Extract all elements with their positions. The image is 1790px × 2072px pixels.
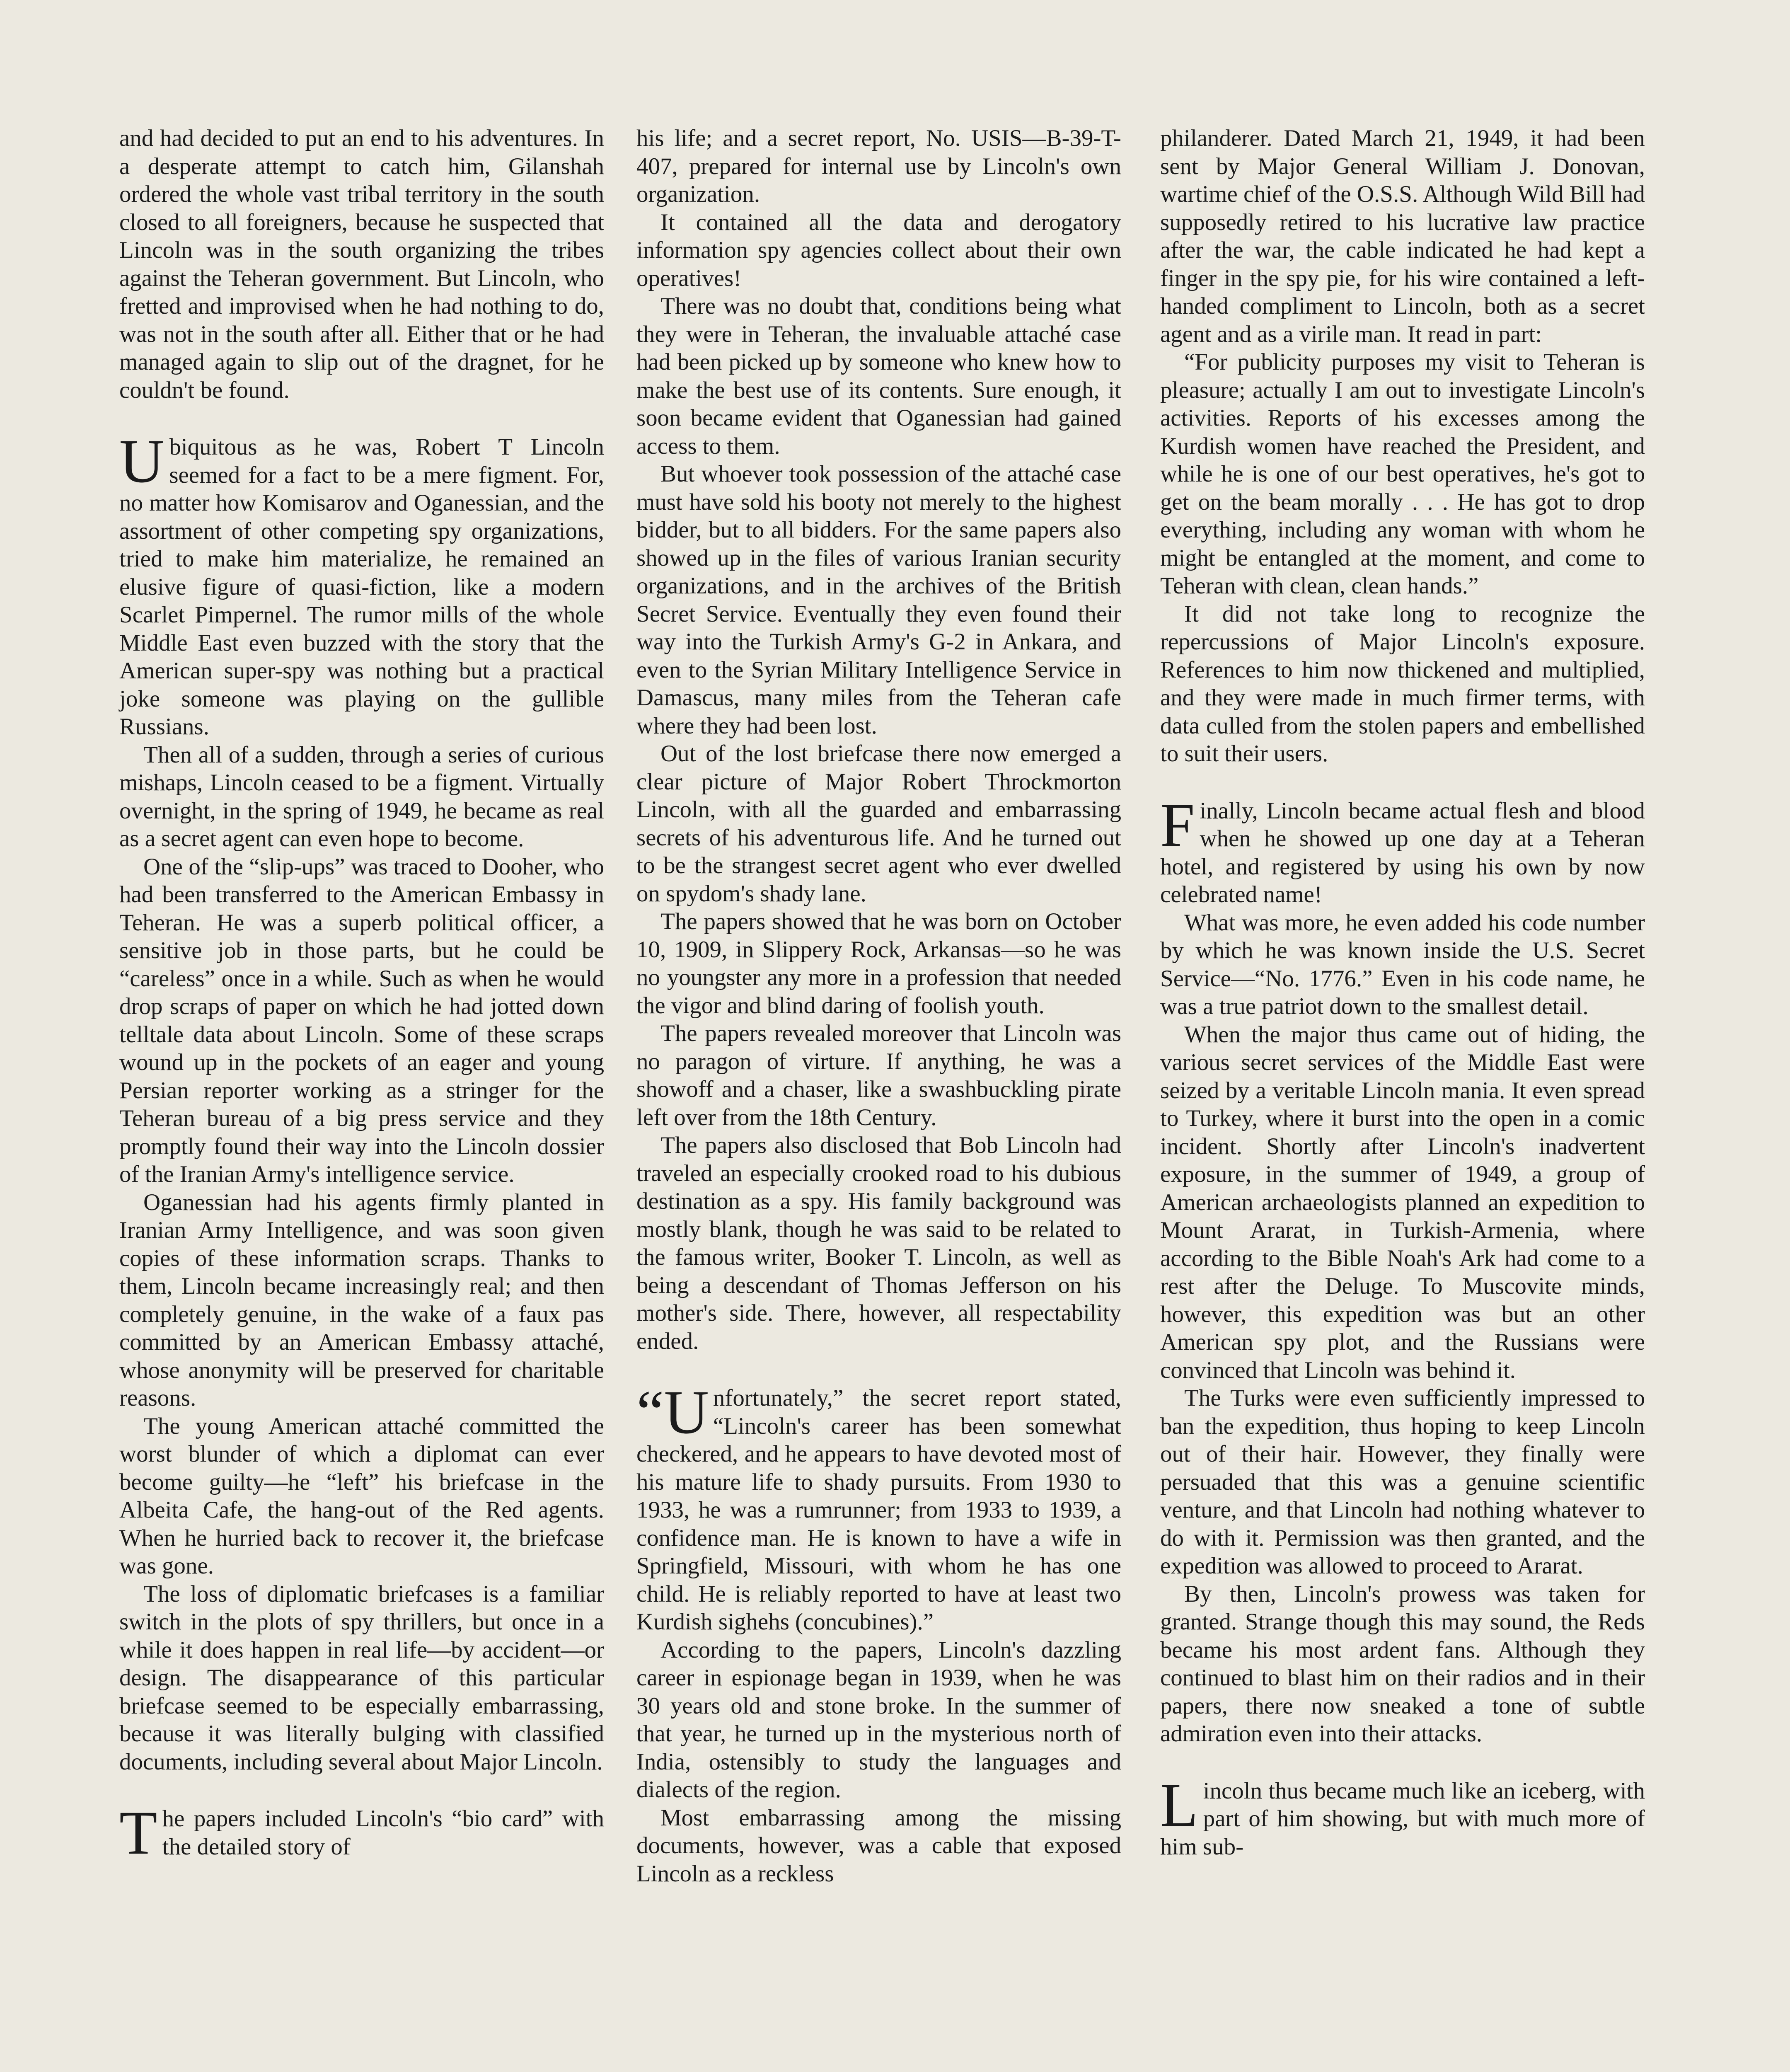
drop-cap: L [1160,1770,1198,1840]
text-column-1 [119,124,604,1867]
paragraph: There was no doubt that, conditions being what they were in Teheran, the invaluable attaché case had been picked up by someone who knew how to make the best use of its contents. Sure enough, it soon became evident that Oganessian had gained access to them. [636,293,1121,459]
text-column-2 [636,124,1121,1888]
paragraph: The Turks were even sufficiently impressed to ban the expedition, thus hoping to keep Lincoln out of their hair. However, they finally were persuaded that this was a genuine scientific venture, and that Lincoln had nothing whatever to do with it. Permission was then granted, and the expedition was allowed to proceed to Ararat. [1160,1385,1645,1579]
drop-cap: “U [636,1378,709,1447]
paragraph: According to the papers, Lincoln's dazzling career in espionage began in 1939, when he was 30 years old and stone broke. In the summer of that year, he turned up in the mysterious north of India, ostensibly to study the languages and dialects of the region. [636,1636,1121,1803]
paragraph: One of the “slip-ups” was traced to Dooher, who had been transferred to the American Embassy in Teheran. He was a superb political officer, a sensitive job in those parts, but he could be “careless” once in a while. Such as when he would drop scraps of paper on which he had jotted down telltale data about Lincoln. Some of these scraps wound up in the pockets of an eager and young Persian reporter working as a stringer for the Teheran bureau of a big press service and they promptly found their way into the Lincoln dossier of the Iranian Army's intelligence service. [119,853,604,1187]
paragraph: Finally, Lincoln became actual flesh and blood when he showed up one day at a Teheran hotel, and registered by using his own by now celebrated name! [1160,790,1645,908]
text-column-3 [1160,124,1645,1861]
paragraph: and had decided to put an end to his adventures. In a desperate attempt to catch him, Gilanshah ordered the whole vast tribal territory in the south closed to all foreigners, because he suspected that Lincoln was in the south organizing the tribes against the Teheran government. But Lincoln, who fretted and improvised when he had nothing to do, was not in the south after all. Either that or he had managed again to slip out of the dragnet, for he couldn't be found. [119,125,604,403]
paragraph: “Unfortunately,” the secret report stated, “Lincoln's career has been somewhat checkered, and he appears to have devoted most of his mature life to shady pursuits. From 1930 to 1933, he was a rumrunner; from 1933 to 1939, a confidence man. He is known to have a wife in Springfield, Missouri, with whom he has one child. He is reliably reported to have at least two Kurdish sighehs (concubines).” [636,1378,1121,1635]
paragraph: The papers revealed moreover that Lincoln was no paragon of virture. If anything, he was a showoff and a chaser, like a swashbuckling pirate left over from the 18th Century. [636,1020,1121,1130]
drop-cap: T [119,1798,157,1867]
paragraph: philanderer. Dated March 21, 1949, it had been sent by Major General William J. Donovan, wartime chief of the O.S.S. Although Wild Bill had supposedly retired to his lucrative law practice after the war, the cable indicated he had kept a finger in the spy pie, for his wire contained a left-handed compliment to Lincoln, both as a secret agent and as a virile man. It read in part: [1160,125,1645,347]
paragraph: Then all of a sudden, through a series of curious mishaps, Lincoln ceased to be a figment. Virtually overnight, in the spring of 1949, he became as real as a secret agent can even hope to become. [119,741,604,852]
paragraph: What was more, he even added his code number by which he was known inside the U.S. Secret Service—“No. 1776.” Even in his code name, he was a true patriot down to the smallest detail. [1160,909,1645,1019]
paragraph: “For publicity purposes my visit to Teheran is pleasure; actually I am out to investigate Lincoln's activities. Reports of his excesses among the Kurdish women have reached the President, and while he is one of our best operatives, he's got to get on the beam morally . . . He has got to drop everything, including any woman with whom he might be entangled at the moment, and come to Teheran with clean, clean hands.” [1160,349,1645,599]
paragraph: The papers showed that he was born on October 10, 1909, in Slippery Rock, Arkansas—so he was no youngster any more in a profession that needed the vigor and blind daring of foolish youth. [636,908,1121,1019]
paragraph: The papers also disclosed that Bob Lincoln had traveled an especially crooked road to his dubious destination as a spy. His family background was mostly blank, though he was said to be related to the famous writer, Booker T. Lincoln, as well as being a descendant of Thomas Jefferson on his mother's side. There, however, all respectability ended. [636,1132,1121,1354]
paragraph: By then, Lincoln's prowess was taken for granted. Strange though this may sound, the Reds became his most ardent fans. Although they continued to blast him on their radios and in their papers, there now sneaked a tone of subtle admiration even into their attacks. [1160,1581,1645,1747]
paragraph: It did not take long to recognize the repercussions of Major Lincoln's exposure. References to him now thickened and multiplied, and they were made in much firmer terms, with data culled from the stolen papers and embellished to suit their users. [1160,600,1645,767]
paragraph: Oganessian had his agents firmly planted in Iranian Army Intelligence, and was soon given copies of these information scraps. Thanks to them, Lincoln became increasingly real; and then completely genuine, in the wake of a faux pas committed by an American Embassy attaché, whose anonymity will be preserved for charitable reasons. [119,1189,604,1411]
paragraph: But whoever took possession of the attaché case must have sold his booty not merely to the highest bidder, but to all bidders. For the same papers also showed up in the files of various Iranian security organizations, and in the archives of the British Secret Service. Eventually they even found their way into the Turkish Army's G-2 in Ankara, and even to the Syrian Military Intelligence Service in Damascus, many miles from the Teheran cafe where they had been lost. [636,461,1121,739]
paragraph: Out of the lost briefcase there now emerged a clear picture of Major Robert Throckmorton Lincoln, with all the guarded and embarrassing secrets of his adventurous life. And he turned out to be the strangest secret agent who ever dwelled on spydom's shady lane. [636,741,1121,907]
paragraph: It contained all the data and derogatory information spy agencies collect about their own operatives! [636,209,1121,291]
drop-cap: F [1160,790,1195,859]
paragraph: When the major thus came out of hiding, the various secret services of the Middle East were seized by a veritable Lincoln mania. It even spread to Turkey, where it burst into the open in a comic incident. Shortly after Lincoln's inadvertent exposure, in the summer of 1949, a group of American archaeologists planned an expedition to Mount Ararat, in Turkish-Armenia, where according to the Bible Noah's Ark had come to a rest after the Deluge. To Muscovite minds, however, this expedition was but an other American spy plot, and the Russians were convinced that Lincoln was behind it. [1160,1021,1645,1383]
drop-cap: U [119,427,164,496]
paragraph: The papers included Lincoln's “bio card” with the detailed story of [119,1798,604,1867]
paragraph: Most embarrassing among the missing documents, however, was a cable that exposed Lincoln as a reckless [636,1804,1121,1887]
paragraph: Ubiquitous as he was, Robert T Lincoln seemed for a fact to be a mere figment. For, no matter how Komisarov and Oganessian, and the assortment of other competing spy organizations, tried to make him materialize, he remained an elusive figure of quasi-fiction, like a modern Scarlet Pimpernel. The rumor mills of the whole Middle East even buzzed with the story that the American super-spy was nothing but a practical joke someone was playing on the gullible Russians. [119,427,604,740]
paragraph: The young American attaché committed the worst blunder of which a diplomat can ever become guilty—he “left” his briefcase in the Albeita Cafe, the hang-out of the Red agents. When he hurried back to recover it, the briefcase was gone. [119,1413,604,1579]
paragraph: his life; and a secret report, No. USIS—B-39-T-407, prepared for internal use by Lincoln's own organization. [636,125,1121,207]
paragraph: The loss of diplomatic briefcases is a familiar switch in the plots of spy thrillers, but once in a while it does happen in real life—by accident—or design. The disappearance of this particular briefcase seemed to be especially embarrassing, because it was literally bulging with classified documents, including several about Major Lincoln. [119,1581,604,1775]
paragraph: Lincoln thus became much like an iceberg, with part of him showing, but with much more of him sub- [1160,1770,1645,1860]
